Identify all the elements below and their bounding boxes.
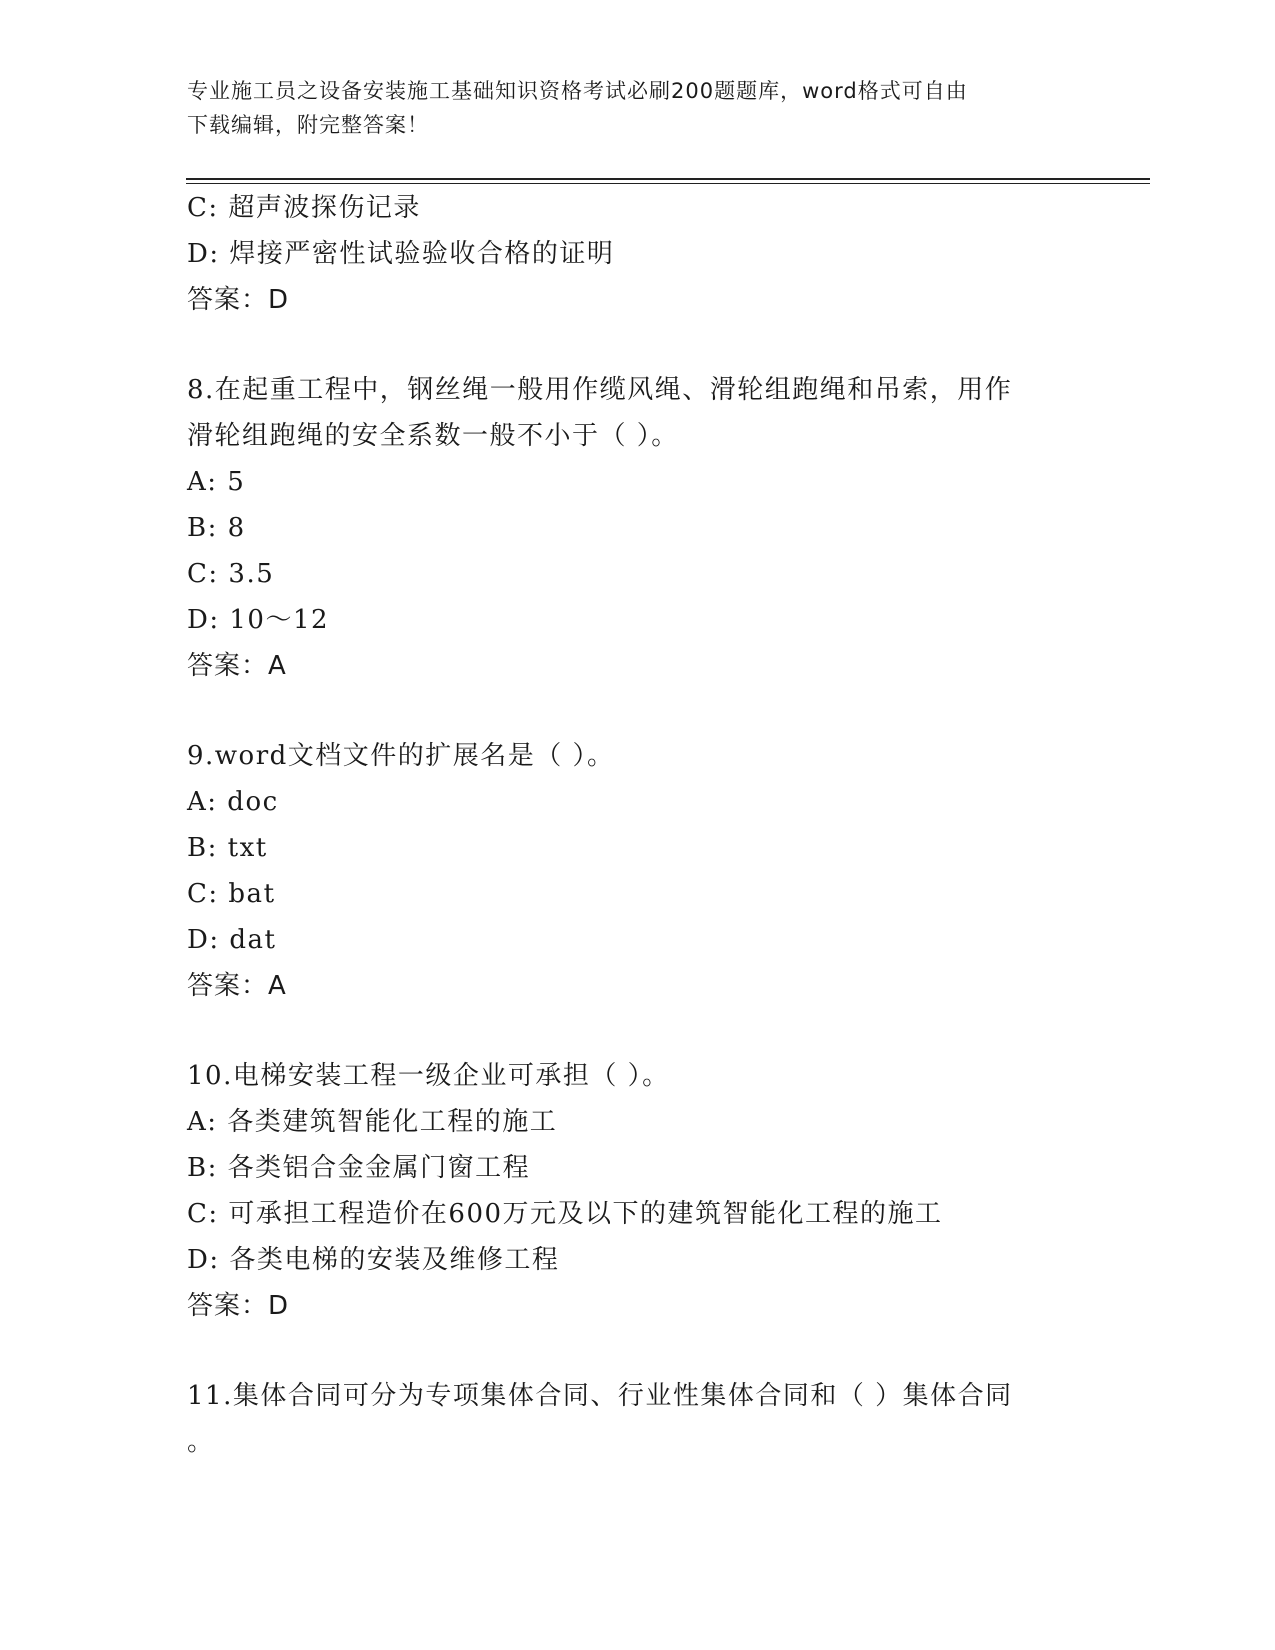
q9-option-b: B: txt	[187, 833, 268, 863]
q8-option-d: D: 10～12	[187, 605, 330, 635]
q10-option-d: D: 各类电梯的安装及维修工程	[187, 1245, 560, 1275]
q8-option-b: B: 8	[187, 513, 246, 543]
q9-stem: 9.word文档文件的扩展名是（ ）。	[187, 741, 615, 771]
q9-option-c: C: bat	[187, 879, 276, 909]
q7-option-c: C: 超声波探伤记录	[187, 193, 421, 223]
header-line-2: 下载编辑，附完整答案！	[187, 113, 429, 137]
q11-stem-line-1: 11.集体合同可分为专项集体合同、行业性集体合同和（ ）集体合同	[187, 1381, 1013, 1411]
header-rule-bottom	[186, 183, 1150, 184]
header-rule-top	[186, 178, 1150, 180]
q8-answer: 答案：A	[187, 651, 287, 681]
q8-option-a: A: 5	[187, 467, 246, 497]
q9-option-d: D: dat	[187, 925, 277, 955]
q8-stem-line-2: 滑轮组跑绳的安全系数一般不小于（ ）。	[187, 421, 679, 451]
q9-answer: 答案：A	[187, 971, 287, 1001]
q10-answer: 答案：D	[187, 1291, 290, 1321]
q10-option-c: C: 可承担工程造价在600万元及以下的建筑智能化工程的施工	[187, 1199, 943, 1229]
q9-option-a: A: doc	[187, 787, 279, 817]
document-header	[187, 74, 1067, 142]
q10-option-b: B: 各类铝合金金属门窗工程	[187, 1153, 531, 1183]
q11-stem-line-2: 。	[187, 1427, 215, 1457]
q10-stem: 10.电梯安装工程一级企业可承担（ ）。	[187, 1061, 670, 1091]
q7-option-d: D: 焊接严密性试验验收合格的证明	[187, 239, 615, 269]
q8-stem-line-1: 8.在起重工程中，钢丝绳一般用作缆风绳、滑轮组跑绳和吊索，用作	[187, 375, 1013, 405]
q8-option-c: C: 3.5	[187, 559, 275, 589]
q10-option-a: A: 各类建筑智能化工程的施工	[187, 1107, 558, 1137]
header-line-1: 专业施工员之设备安装施工基础知识资格考试必刷200题题库，word格式可自由	[187, 79, 968, 103]
q7-answer: 答案：D	[187, 285, 290, 315]
